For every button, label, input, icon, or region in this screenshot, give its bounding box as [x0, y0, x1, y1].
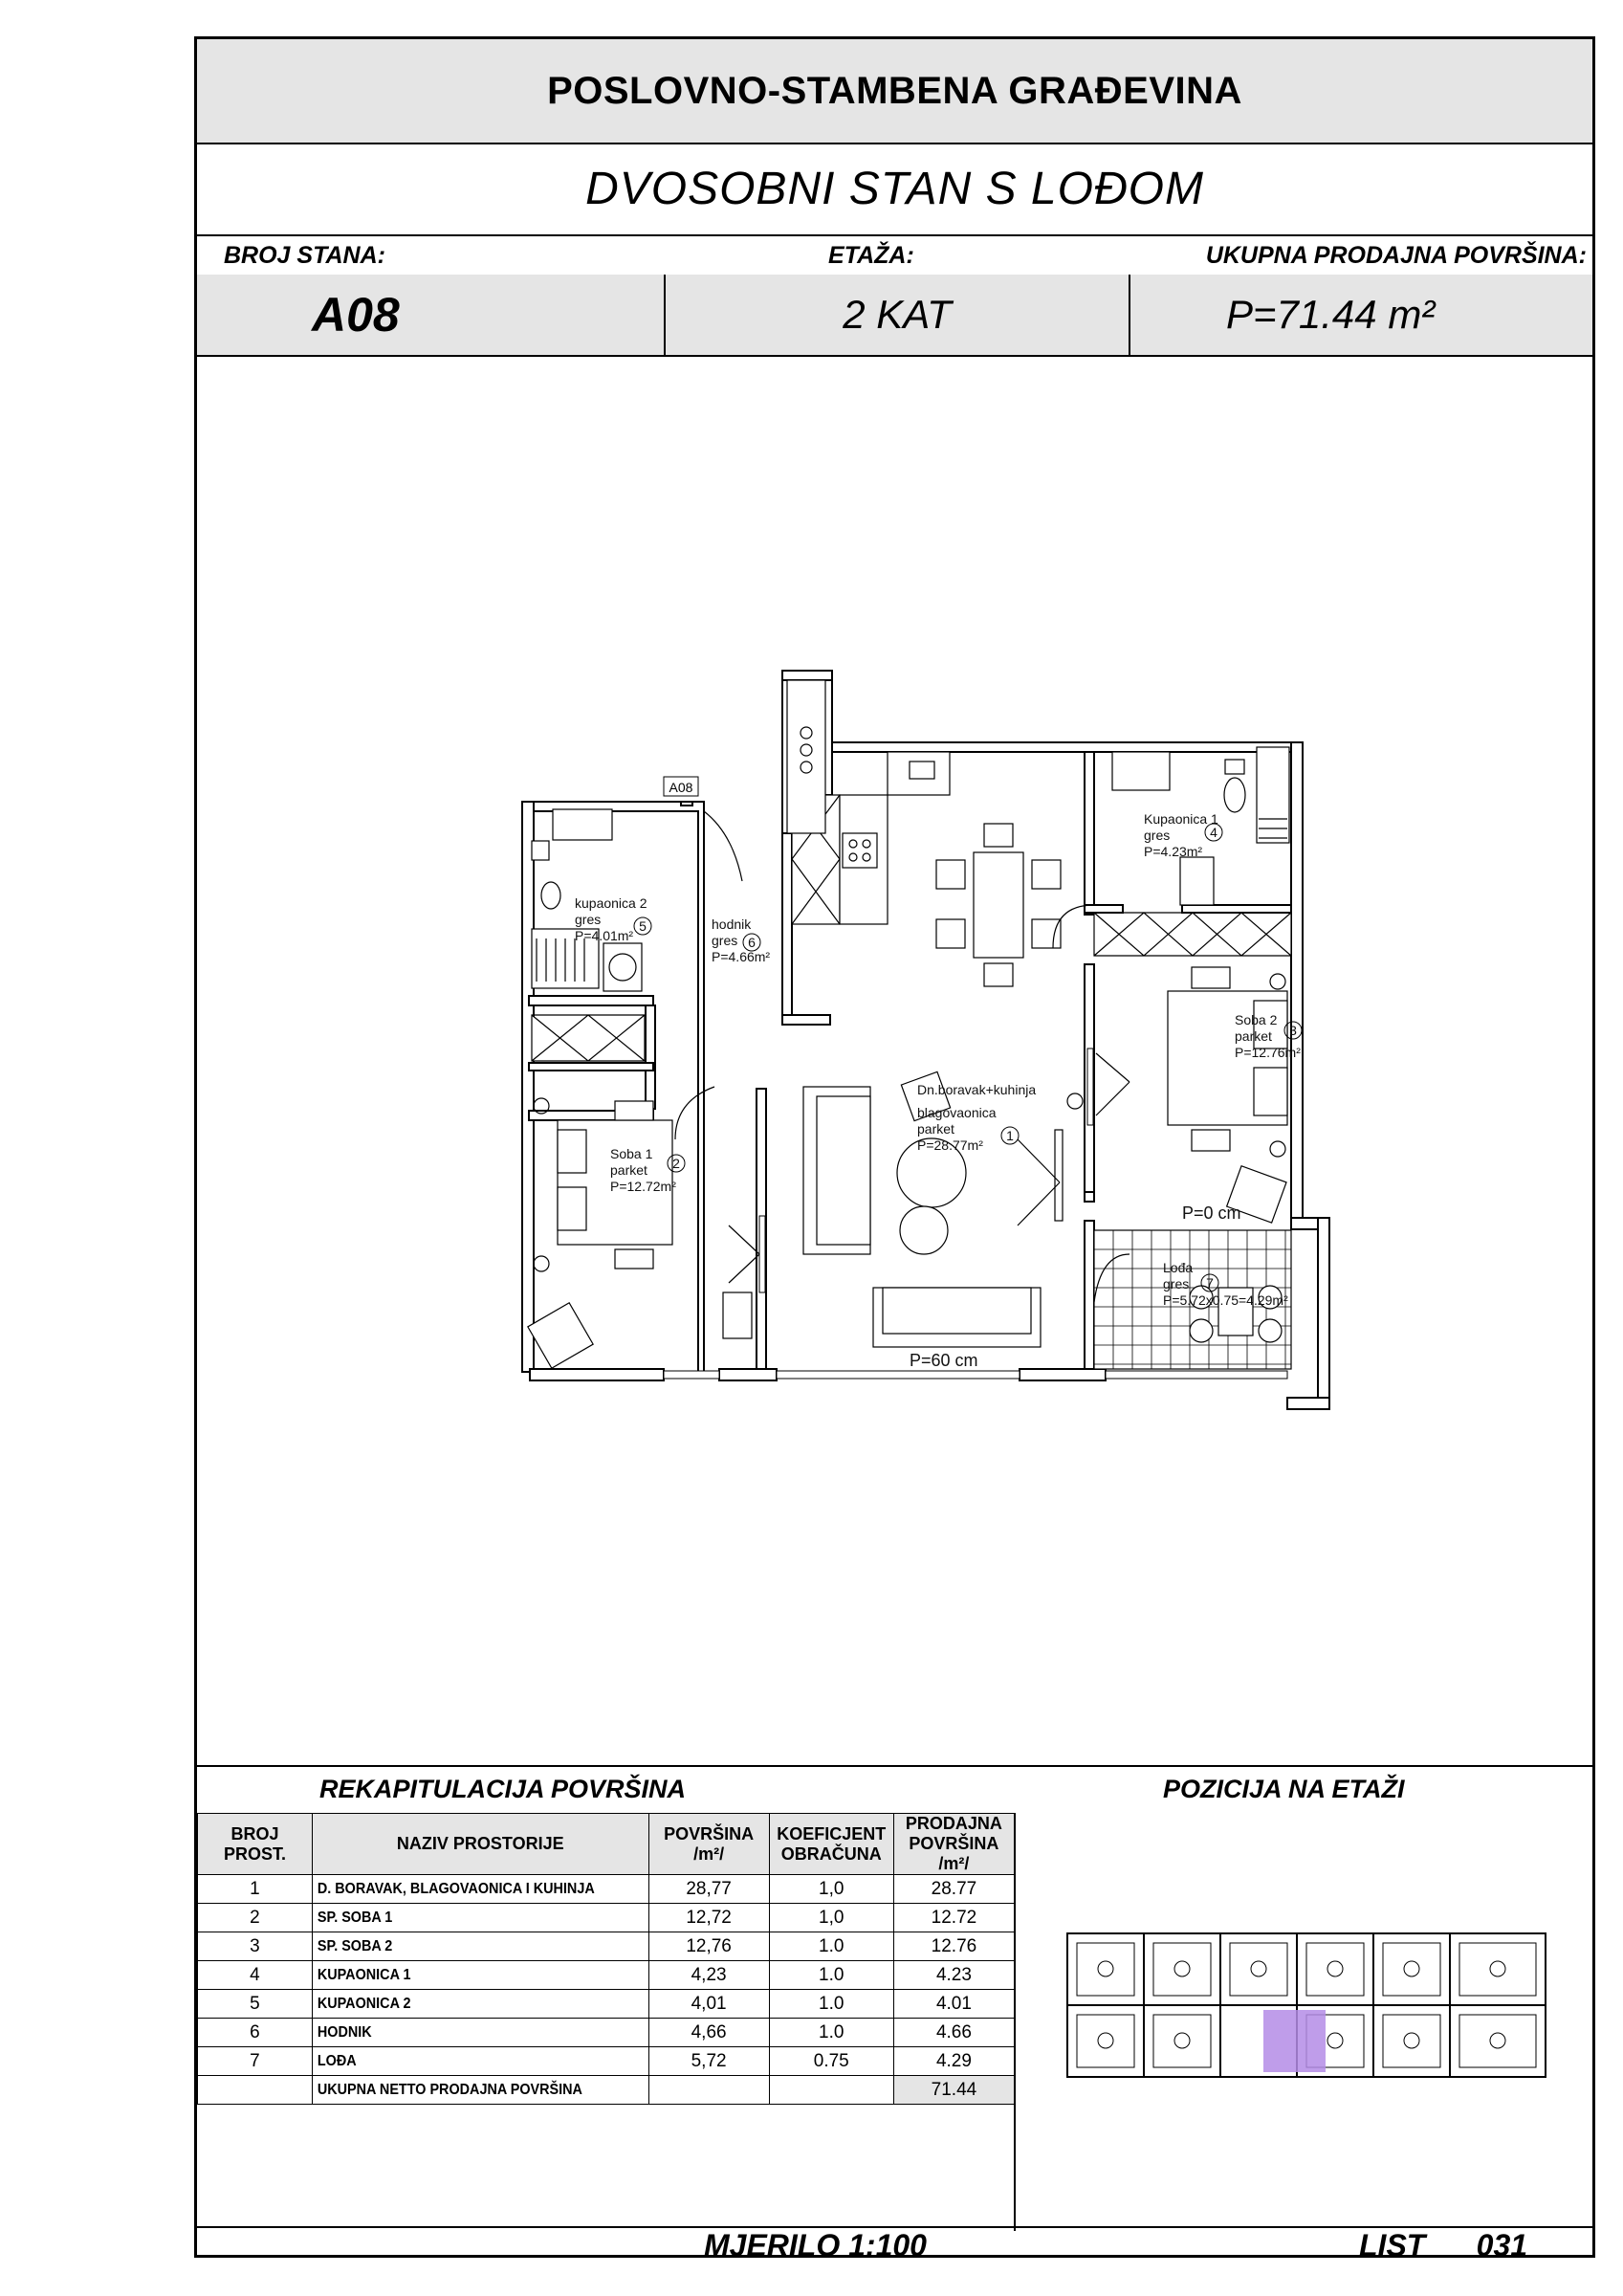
sheet-number: LIST 031 — [1359, 2228, 1528, 2263]
room3-no: 3 — [1289, 1023, 1297, 1038]
room6-name: hodnik — [712, 916, 752, 932]
project-title: POSLOVNO-STAMBENA GRAĐEVINA — [197, 39, 1592, 143]
shaft-appliances — [787, 680, 825, 833]
apartment-no-value: A08 — [312, 288, 400, 342]
east-wall — [1291, 742, 1303, 1225]
col-coef: KOEFICJENT OBRAČUNA — [769, 1814, 893, 1875]
table-row: 7 LOĐA 5,72 0.75 4.29 — [198, 2047, 1015, 2076]
total-area-label: UKUPNA PRODAJNA POVRŠINA: — [1205, 242, 1587, 269]
room7-no: 7 — [1206, 1275, 1214, 1291]
loggia-sill: P=0 cm — [1182, 1203, 1241, 1223]
room2-name: Soba 1 — [610, 1146, 653, 1161]
room3-floor: parket — [1235, 1028, 1272, 1044]
position-title: POZICIJA NA ETAŽI — [1163, 1775, 1405, 1803]
room6-floor: gres — [712, 933, 738, 948]
total-area-value: P=71.44 m² — [1226, 292, 1436, 337]
room4-name: Kupaonica 1 — [1144, 811, 1218, 827]
drawing-sheet — [194, 36, 1595, 2263]
window-sill: P=60 cm — [910, 1351, 978, 1370]
bed-1 — [528, 1101, 752, 1368]
room6-no: 6 — [748, 935, 756, 950]
unit-tag: A08 — [669, 780, 693, 795]
room5-name: kupaonica 2 — [575, 895, 647, 911]
area-recap-table — [197, 1813, 1015, 2105]
room2-floor: parket — [610, 1162, 647, 1178]
room3-name: Soba 2 — [1235, 1012, 1278, 1027]
room5-floor: gres — [575, 912, 602, 927]
table-row: 2 SP. SOBA 1 12,72 1,0 12.72 — [198, 1904, 1015, 1932]
room7-name: Lođa — [1163, 1260, 1194, 1275]
bath2-sink — [553, 809, 612, 840]
dining-table — [936, 824, 1061, 986]
table-row: 5 KUPAONICA 2 4,01 1.0 4.01 — [198, 1990, 1015, 2019]
table-row: 1 D. BORAVAK, BLAGOVAONICA I KUHINJA 28,77 1,0 28.77 — [198, 1875, 1015, 1904]
west-wall — [522, 802, 534, 1372]
key-plan — [1058, 1914, 1555, 2096]
bath2-wall — [646, 1005, 655, 1109]
room1-no: 1 — [1006, 1128, 1014, 1143]
room1-floor: parket — [917, 1121, 954, 1137]
apartment-no-label: BROJ STANA: — [224, 242, 385, 269]
room1-name: Dn.boravak+kuhinja — [917, 1082, 1037, 1097]
svg-text:hodnikgresP=4.66m² — [712, 916, 770, 964]
scale-label: MJERILO 1:100 — [704, 2228, 927, 2263]
room2-no: 2 — [672, 1156, 680, 1171]
svg-text:Kupaonica 1gresP=4.23m² — [1144, 811, 1218, 859]
highlighted-unit — [1263, 2010, 1326, 2072]
room1-area: P=28.77m² — [917, 1137, 983, 1153]
south-wall-1 — [530, 1369, 664, 1380]
wardrobe-2 — [1094, 913, 1291, 956]
table-header — [198, 1814, 1015, 1875]
svg-text:kupaonica 2gresP=4.01m² — [575, 895, 647, 943]
room5-area: P=4.01m² — [575, 928, 634, 943]
col-name: NAZIV PROSTORIJE — [312, 1814, 648, 1875]
room6-area: P=4.66m² — [712, 949, 771, 964]
room7-area: P=5.72x0.75=4.29m² — [1163, 1292, 1288, 1308]
table-row: 6 HODNIK 4,66 1.0 4.66 — [198, 2019, 1015, 2047]
floor-value: 2 KAT — [664, 275, 1130, 355]
table-row: 3 SP. SOBA 2 12,76 1.0 12.76 — [198, 1932, 1015, 1961]
floor-plan — [197, 39, 1592, 1474]
room4-floor: gres — [1144, 828, 1171, 843]
room1-line2: blagovaonica — [917, 1105, 997, 1120]
bath2-toilet — [541, 882, 560, 909]
bath1-sink — [1112, 752, 1170, 790]
room3-area: P=12.76m² — [1235, 1045, 1301, 1060]
col-area: POVRŠINA /m²/ — [648, 1814, 769, 1875]
room5-no: 5 — [639, 918, 647, 934]
wardrobe-1 — [532, 1015, 645, 1061]
room4-no: 4 — [1210, 825, 1217, 840]
tv-unit — [1055, 1130, 1063, 1221]
bed-2 — [1168, 967, 1287, 1223]
room4-area: P=4.23m² — [1144, 844, 1203, 859]
north-wall — [832, 742, 1291, 752]
table-row: 4 KUPAONICA 1 4,23 1.0 4.23 — [198, 1961, 1015, 1990]
table-total-row: UKUPNA NETTO PRODAJNA POVRŠINA 71.44 — [198, 2076, 1015, 2105]
recap-title: REKAPITULACIJA POVRŠINA — [319, 1775, 687, 1803]
room7-floor: gres — [1163, 1276, 1190, 1292]
col-sale: PRODAJNA POVRŠINA /m²/ — [893, 1814, 1014, 1875]
svg-text:Dn.boravak+kuhinjablagovaonica — [917, 1082, 1036, 1153]
room2-area: P=12.72m² — [610, 1179, 676, 1194]
col-no: BROJ PROST. — [198, 1814, 313, 1875]
apartment-type: DVOSOBNI STAN S LOĐOM — [585, 163, 1204, 214]
floor-label: ETAŽA: — [828, 242, 914, 269]
bath1-toilet — [1224, 778, 1245, 812]
